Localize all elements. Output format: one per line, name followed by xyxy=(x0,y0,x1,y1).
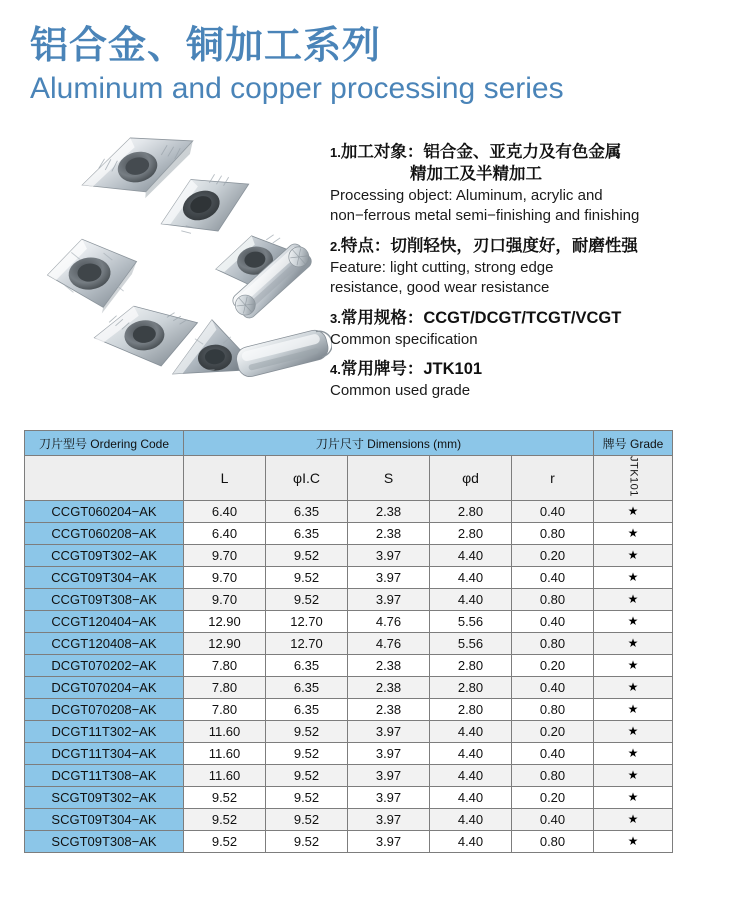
cell-S: 3.97 xyxy=(348,544,430,566)
cell-grade-mark: ★ xyxy=(594,522,673,544)
spec-table-body xyxy=(25,500,673,852)
cell-r: 0.80 xyxy=(512,632,594,654)
page-title-block xyxy=(30,24,690,107)
cell-L: 9.52 xyxy=(184,830,266,852)
table-row xyxy=(25,566,673,588)
table-row xyxy=(25,654,673,676)
cell-S: 3.97 xyxy=(348,566,430,588)
cell-S: 3.97 xyxy=(348,742,430,764)
spec-2-english-line2: resistance, good wear resistance xyxy=(330,278,550,296)
spec-item-1 xyxy=(330,142,742,226)
cell-L: 9.52 xyxy=(184,786,266,808)
cell-IC: 12.70 xyxy=(266,610,348,632)
table-group-header-row xyxy=(25,431,673,456)
cell-d: 2.80 xyxy=(430,500,512,522)
cell-grade-mark: ★ xyxy=(594,566,673,588)
spec-1-chinese-text: 加工对象：铝合金、亚克力及有色金属 xyxy=(340,143,622,161)
cell-grade-mark: ★ xyxy=(594,698,673,720)
spec-3-english-line1: Common specification xyxy=(330,330,478,348)
header-dimensions: 刀片尺寸 Dimensions (mm) xyxy=(184,431,594,456)
spec-3-number: 3. xyxy=(330,310,341,326)
cell-d: 4.40 xyxy=(430,742,512,764)
cell-grade-mark: ★ xyxy=(594,544,673,566)
cell-S: 3.97 xyxy=(348,588,430,610)
spec-2-chinese xyxy=(330,236,742,258)
cell-IC: 9.52 xyxy=(266,742,348,764)
cell-grade-mark: ★ xyxy=(594,654,673,676)
cell-L: 6.40 xyxy=(184,500,266,522)
cell-IC: 9.52 xyxy=(266,566,348,588)
cell-grade-mark: ★ xyxy=(594,808,673,830)
cell-ordering-code: CCGT09T304−AK xyxy=(25,566,184,588)
cell-d: 2.80 xyxy=(430,654,512,676)
insert-square-left xyxy=(44,234,141,319)
spec-table-container xyxy=(24,430,672,853)
cell-ordering-code: CCGT060208−AK xyxy=(25,522,184,544)
spec-item-2 xyxy=(330,236,742,298)
cell-r: 0.20 xyxy=(512,786,594,808)
subheader-d: φd xyxy=(430,456,512,501)
page-title-english: Aluminum and copper processing series xyxy=(30,71,564,105)
spec-4-chinese xyxy=(330,359,742,381)
cell-d: 4.40 xyxy=(430,720,512,742)
cell-IC: 6.35 xyxy=(266,500,348,522)
table-row xyxy=(25,808,673,830)
cell-r: 0.40 xyxy=(512,610,594,632)
cell-ordering-code: DCGT11T304−AK xyxy=(25,742,184,764)
cell-S: 3.97 xyxy=(348,764,430,786)
cell-d: 4.40 xyxy=(430,808,512,830)
product-photo xyxy=(22,134,332,419)
carbide-inserts-illustration xyxy=(22,134,332,419)
cell-ordering-code: DCGT070208−AK xyxy=(25,698,184,720)
cell-ordering-code: SCGT09T304−AK xyxy=(25,808,184,830)
table-row xyxy=(25,500,673,522)
spec-3-chinese-text: 常用规格：CCGT/DCGT/TCGT/VCGT xyxy=(340,308,622,327)
table-row xyxy=(25,742,673,764)
cell-d: 4.40 xyxy=(430,830,512,852)
cell-r: 0.40 xyxy=(512,566,594,588)
cell-S: 4.76 xyxy=(348,610,430,632)
table-row xyxy=(25,764,673,786)
cell-S: 3.97 xyxy=(348,786,430,808)
cell-r: 0.20 xyxy=(512,720,594,742)
cell-L: 12.90 xyxy=(184,610,266,632)
table-subheader-row xyxy=(25,456,673,501)
cell-d: 5.56 xyxy=(430,610,512,632)
table-row xyxy=(25,522,673,544)
hero-section xyxy=(0,132,750,424)
spec-1-chinese xyxy=(330,142,742,164)
table-row xyxy=(25,698,673,720)
spec-1-chinese-line2: 精加工及半精加工 xyxy=(410,164,542,183)
cell-S: 2.38 xyxy=(348,500,430,522)
cell-L: 11.60 xyxy=(184,720,266,742)
cell-ordering-code: SCGT09T302−AK xyxy=(25,786,184,808)
cell-IC: 9.52 xyxy=(266,830,348,852)
cell-S: 3.97 xyxy=(348,830,430,852)
cell-S: 2.38 xyxy=(348,676,430,698)
subheader-r: r xyxy=(512,456,594,501)
cell-L: 6.40 xyxy=(184,522,266,544)
cell-grade-mark: ★ xyxy=(594,742,673,764)
table-row xyxy=(25,786,673,808)
cell-IC: 9.52 xyxy=(266,720,348,742)
cell-r: 0.80 xyxy=(512,764,594,786)
header-ordering-code: 刀片型号 Ordering Code xyxy=(25,431,184,456)
cell-grade-mark: ★ xyxy=(594,676,673,698)
cell-d: 4.40 xyxy=(430,566,512,588)
spec-item-3 xyxy=(330,308,742,350)
cell-r: 0.40 xyxy=(512,808,594,830)
table-row xyxy=(25,588,673,610)
cell-IC: 6.35 xyxy=(266,676,348,698)
cell-S: 4.76 xyxy=(348,632,430,654)
spec-3-chinese xyxy=(330,308,742,330)
cell-L: 9.52 xyxy=(184,808,266,830)
spec-4-number: 4. xyxy=(330,362,341,378)
cell-S: 3.97 xyxy=(348,720,430,742)
cell-d: 5.56 xyxy=(430,632,512,654)
spec-2-chinese-text: 特点：切削轻快，刃口强度好，耐磨性强 xyxy=(340,236,638,255)
cell-ordering-code: CCGT060204−AK xyxy=(25,500,184,522)
spec-2-number: 2. xyxy=(330,238,341,254)
page-title-chinese: 铝合金、铜加工系列 xyxy=(30,25,382,67)
table-row xyxy=(25,610,673,632)
cell-IC: 9.52 xyxy=(266,764,348,786)
cell-r: 0.20 xyxy=(512,654,594,676)
cell-d: 2.80 xyxy=(430,676,512,698)
cell-ordering-code: CCGT09T308−AK xyxy=(25,588,184,610)
spec-1-number: 1. xyxy=(330,145,341,160)
cell-L: 7.80 xyxy=(184,654,266,676)
cell-r: 0.40 xyxy=(512,500,594,522)
cell-IC: 9.52 xyxy=(266,808,348,830)
cell-grade-mark: ★ xyxy=(594,720,673,742)
cell-L: 11.60 xyxy=(184,742,266,764)
cell-r: 0.20 xyxy=(512,544,594,566)
cell-IC: 9.52 xyxy=(266,786,348,808)
subheader-S: S xyxy=(348,456,430,501)
cell-IC: 9.52 xyxy=(266,588,348,610)
cell-S: 2.38 xyxy=(348,522,430,544)
table-row xyxy=(25,830,673,852)
spec-list xyxy=(330,142,742,401)
spec-table xyxy=(24,430,673,853)
cell-r: 0.40 xyxy=(512,676,594,698)
table-row xyxy=(25,544,673,566)
cell-ordering-code: CCGT120408−AK xyxy=(25,632,184,654)
cell-S: 3.97 xyxy=(348,808,430,830)
cell-r: 0.80 xyxy=(512,830,594,852)
subheader-L: L xyxy=(184,456,266,501)
cell-grade-mark: ★ xyxy=(594,632,673,654)
subheader-grade-jtk101 xyxy=(594,456,673,501)
subheader-blank xyxy=(25,456,184,501)
cell-L: 9.70 xyxy=(184,588,266,610)
header-grade: 牌号 Grade xyxy=(594,431,673,456)
grade-vertical-label: JTK101 xyxy=(627,456,640,497)
insert-grooving-lower xyxy=(234,327,332,380)
cell-L: 9.70 xyxy=(184,566,266,588)
cell-ordering-code: DCGT070202−AK xyxy=(25,654,184,676)
cell-IC: 9.52 xyxy=(266,544,348,566)
cell-ordering-code: DCGT11T302−AK xyxy=(25,720,184,742)
subheader-IC: φI.C xyxy=(266,456,348,501)
table-row xyxy=(25,632,673,654)
cell-grade-mark: ★ xyxy=(594,764,673,786)
spec-item-4 xyxy=(330,359,742,401)
cell-L: 7.80 xyxy=(184,676,266,698)
cell-IC: 6.35 xyxy=(266,698,348,720)
cell-ordering-code: CCGT09T302−AK xyxy=(25,544,184,566)
table-row xyxy=(25,676,673,698)
cell-ordering-code: SCGT09T308−AK xyxy=(25,830,184,852)
spec-table-head xyxy=(25,431,673,501)
cell-d: 4.40 xyxy=(430,786,512,808)
cell-d: 2.80 xyxy=(430,698,512,720)
cell-ordering-code: DCGT11T308−AK xyxy=(25,764,184,786)
cell-d: 2.80 xyxy=(430,522,512,544)
cell-d: 4.40 xyxy=(430,764,512,786)
cell-S: 2.38 xyxy=(348,698,430,720)
cell-grade-mark: ★ xyxy=(594,500,673,522)
cell-r: 0.80 xyxy=(512,522,594,544)
cell-IC: 12.70 xyxy=(266,632,348,654)
cell-L: 12.90 xyxy=(184,632,266,654)
cell-r: 0.80 xyxy=(512,698,594,720)
cell-d: 4.40 xyxy=(430,544,512,566)
cell-grade-mark: ★ xyxy=(594,786,673,808)
spec-4-chinese-text: 常用牌号：JTK101 xyxy=(340,360,483,379)
cell-grade-mark: ★ xyxy=(594,610,673,632)
spec-1-english-line1: Processing object: Aluminum, acrylic and xyxy=(330,186,603,204)
cell-r: 0.80 xyxy=(512,588,594,610)
cell-d: 4.40 xyxy=(430,588,512,610)
cell-grade-mark: ★ xyxy=(594,830,673,852)
cell-L: 9.70 xyxy=(184,544,266,566)
spec-1-english-line2: non−ferrous metal semi−finishing and finishing xyxy=(330,206,640,224)
cell-L: 11.60 xyxy=(184,764,266,786)
spec-4-english-line1: Common used grade xyxy=(330,382,471,400)
cell-S: 2.38 xyxy=(348,654,430,676)
cell-ordering-code: CCGT120404−AK xyxy=(25,610,184,632)
spec-2-english-line1: Feature: light cutting, strong edge xyxy=(330,258,554,276)
cell-r: 0.40 xyxy=(512,742,594,764)
cell-IC: 6.35 xyxy=(266,654,348,676)
cell-IC: 6.35 xyxy=(266,522,348,544)
cell-ordering-code: DCGT070204−AK xyxy=(25,676,184,698)
table-row xyxy=(25,720,673,742)
cell-L: 7.80 xyxy=(184,698,266,720)
cell-grade-mark: ★ xyxy=(594,588,673,610)
